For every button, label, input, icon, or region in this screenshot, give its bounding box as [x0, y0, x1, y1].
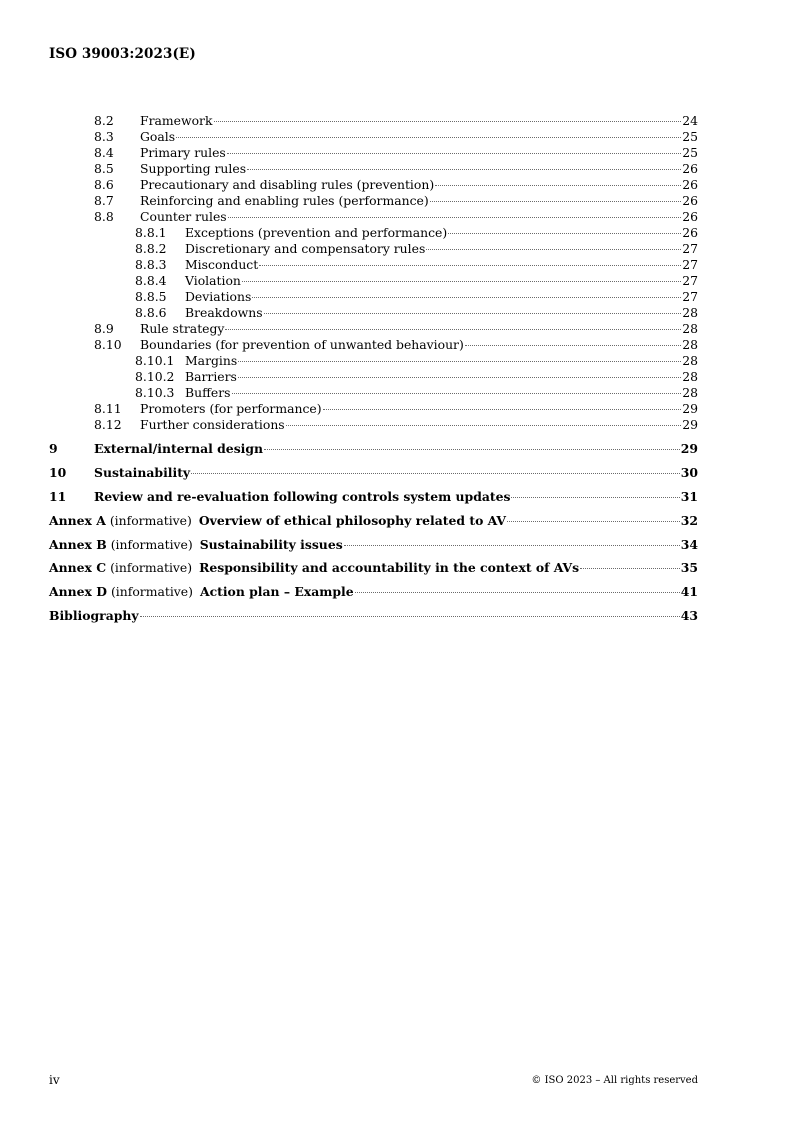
toc-page: 28 [682, 337, 698, 352]
toc-title: Overview of ethical philosophy related to AV [198, 513, 506, 528]
dot-leader [225, 329, 681, 330]
dot-leader [227, 153, 681, 154]
dot-leader [435, 185, 681, 186]
toc-number: 8.12 [94, 417, 122, 432]
dot-leader [247, 169, 681, 170]
toc-page: 26 [682, 225, 698, 240]
toc-page: 34 [680, 537, 698, 552]
toc-number: 8.11 [94, 401, 122, 416]
toc-title: Responsibility and accountability in the context of AVs [199, 560, 580, 575]
toc-page: 27 [682, 289, 698, 304]
toc-number: 8.7 [94, 193, 114, 208]
annex-label: Annex C [49, 560, 107, 575]
toc-entry-8-10-2[interactable] [135, 369, 698, 385]
toc-entry-annex-c[interactable] [49, 560, 698, 576]
toc-page: 41 [680, 584, 698, 599]
toc-number: 8.8.6 [135, 305, 167, 320]
toc-entry-annex-a[interactable] [49, 513, 698, 529]
toc-title: Action plan – Example [199, 584, 354, 599]
toc-entry-8-8-1[interactable] [135, 225, 698, 241]
toc-page: 28 [682, 385, 698, 400]
toc-entry-8-8[interactable] [94, 209, 698, 225]
annex-informative: (informative) [109, 513, 192, 528]
dot-leader [580, 568, 680, 569]
toc-title: Promoters (for performance) [140, 401, 322, 416]
toc-page: 27 [682, 241, 698, 256]
toc-entry-annex-d[interactable] [49, 584, 698, 600]
toc-entry-10[interactable] [49, 465, 698, 481]
toc-entry-8-6[interactable] [94, 177, 698, 193]
toc-page: 28 [682, 321, 698, 336]
dot-leader [232, 393, 682, 394]
dot-leader [176, 137, 681, 138]
annex-label: Annex B [49, 537, 107, 552]
toc-page: 43 [680, 608, 698, 623]
toc-entry-8-2[interactable] [94, 113, 698, 129]
dot-leader [448, 233, 681, 234]
toc-page: 35 [680, 560, 698, 575]
toc-title: Counter rules [140, 209, 227, 224]
toc-title: Further considerations [140, 417, 285, 432]
toc-title: Bibliography [49, 608, 139, 623]
toc-entry-8-8-6[interactable] [135, 305, 698, 321]
toc-page: 28 [682, 369, 698, 384]
toc-page: 27 [682, 257, 698, 272]
toc-page: 26 [682, 209, 698, 224]
toc-page: 28 [682, 305, 698, 320]
toc-number: 8.5 [94, 161, 114, 176]
toc-number: 8.3 [94, 129, 114, 144]
toc-page: 29 [682, 417, 698, 432]
dot-leader [238, 361, 681, 362]
toc-number: 8.10 [94, 337, 122, 352]
toc-title: Review and re-evaluation following controls system updates [94, 489, 511, 504]
dot-leader [214, 121, 682, 122]
dot-leader [323, 409, 682, 410]
toc-number: 8.8.3 [135, 257, 167, 272]
toc-entry-9[interactable] [49, 441, 698, 457]
dot-leader [344, 545, 680, 546]
toc-page: 27 [682, 273, 698, 288]
toc-title: Margins [185, 353, 238, 368]
toc-title: Goals [140, 129, 176, 144]
dot-leader [426, 249, 681, 250]
toc-title: Supporting rules [140, 161, 247, 176]
toc-entry-annex-b[interactable] [49, 537, 698, 553]
toc-title: Deviations [185, 289, 252, 304]
toc-page: 29 [682, 401, 698, 416]
toc-title: Reinforcing and enabling rules (performance) [140, 193, 429, 208]
dot-leader [140, 616, 680, 617]
annex-informative: (informative) [110, 560, 193, 575]
toc-title: Discretionary and compensatory rules [185, 241, 426, 256]
dot-leader [507, 521, 680, 522]
annex-informative: (informative) [110, 584, 193, 599]
toc-entry-8-8-4[interactable] [135, 273, 698, 289]
toc-title: Exceptions (prevention and performance) [185, 225, 448, 240]
toc-title: Precautionary and disabling rules (prevention) [140, 177, 435, 192]
dot-leader [465, 345, 681, 346]
dot-leader [242, 281, 681, 282]
toc-entry-8-8-3[interactable] [135, 257, 698, 273]
copyright-notice: © ISO 2023 – All rights reserved [531, 1075, 698, 1086]
toc-title: Sustainability [94, 465, 191, 480]
dot-leader [264, 313, 682, 314]
toc-entry-8-9[interactable] [94, 321, 698, 337]
toc-entry-bibliography[interactable] [49, 608, 698, 624]
toc-page: 26 [682, 177, 698, 192]
toc-number: 11 [49, 489, 67, 504]
dot-leader [264, 449, 680, 450]
dot-leader [511, 497, 679, 498]
toc-entry-8-10-3[interactable] [135, 385, 698, 401]
toc-entry-8-8-2[interactable] [135, 241, 698, 257]
dot-leader [286, 425, 682, 426]
page-number: iv [49, 1073, 60, 1087]
toc-title: Sustainability issues [199, 537, 343, 552]
document-id: ISO 39003:2023(E) [49, 46, 196, 62]
toc-title: Breakdowns [185, 305, 263, 320]
toc-number: 8.8.2 [135, 241, 167, 256]
toc-entry-11[interactable] [49, 489, 698, 505]
toc-page: 26 [682, 161, 698, 176]
dot-leader [228, 217, 682, 218]
toc-entry-8-11[interactable] [94, 401, 698, 417]
dot-leader [191, 473, 680, 474]
toc-title: Rule strategy [140, 321, 225, 336]
toc-page: 29 [680, 441, 698, 456]
toc-page: 31 [680, 489, 698, 504]
toc-page: 24 [682, 113, 698, 128]
toc-number: 8.4 [94, 145, 114, 160]
dot-leader [355, 592, 680, 593]
toc-title: Framework [140, 113, 213, 128]
toc-entry-8-4[interactable] [94, 145, 698, 161]
dot-leader [259, 265, 681, 266]
toc-number: 8.8.1 [135, 225, 167, 240]
annex-label: Annex D [49, 584, 107, 599]
toc-page: 28 [682, 353, 698, 368]
dot-leader [238, 377, 681, 378]
toc-number: 8.6 [94, 177, 114, 192]
toc-title: Barriers [185, 369, 237, 384]
toc-entry-8-10-1[interactable] [135, 353, 698, 369]
dot-leader [252, 297, 681, 298]
annex-informative: (informative) [110, 537, 193, 552]
toc-number: 8.2 [94, 113, 114, 128]
toc-entry-8-10[interactable] [94, 337, 698, 353]
toc-title: External/internal design [94, 441, 264, 456]
toc-page: 32 [680, 513, 698, 528]
toc-number: 8.9 [94, 321, 114, 336]
toc-number: 8.10.3 [135, 385, 175, 400]
toc-number: 10 [49, 465, 67, 480]
toc-number: 8.10.2 [135, 369, 175, 384]
toc-number: 9 [49, 441, 58, 456]
toc-title: Violation [185, 273, 241, 288]
toc-page: 26 [682, 193, 698, 208]
toc-title: Primary rules [140, 145, 226, 160]
toc-entry-8-12[interactable] [94, 417, 698, 433]
annex-label: Annex A [49, 513, 106, 528]
toc-entry-8-5[interactable] [94, 161, 698, 177]
toc-entry-8-8-5[interactable] [135, 289, 698, 305]
toc-page: 30 [680, 465, 698, 480]
dot-leader [430, 201, 682, 202]
toc-number: 8.8.4 [135, 273, 167, 288]
toc-page: 25 [682, 129, 698, 144]
toc-page: 25 [682, 145, 698, 160]
toc-number: 8.8 [94, 209, 114, 224]
toc-title: Buffers [185, 385, 231, 400]
toc-number: 8.10.1 [135, 353, 175, 368]
toc-title: Misconduct [185, 257, 259, 272]
toc-entry-8-3[interactable] [94, 129, 698, 145]
toc-number: 8.8.5 [135, 289, 167, 304]
toc-entry-8-7[interactable] [94, 193, 698, 209]
toc-title: Boundaries (for prevention of unwanted behaviour) [140, 337, 464, 352]
